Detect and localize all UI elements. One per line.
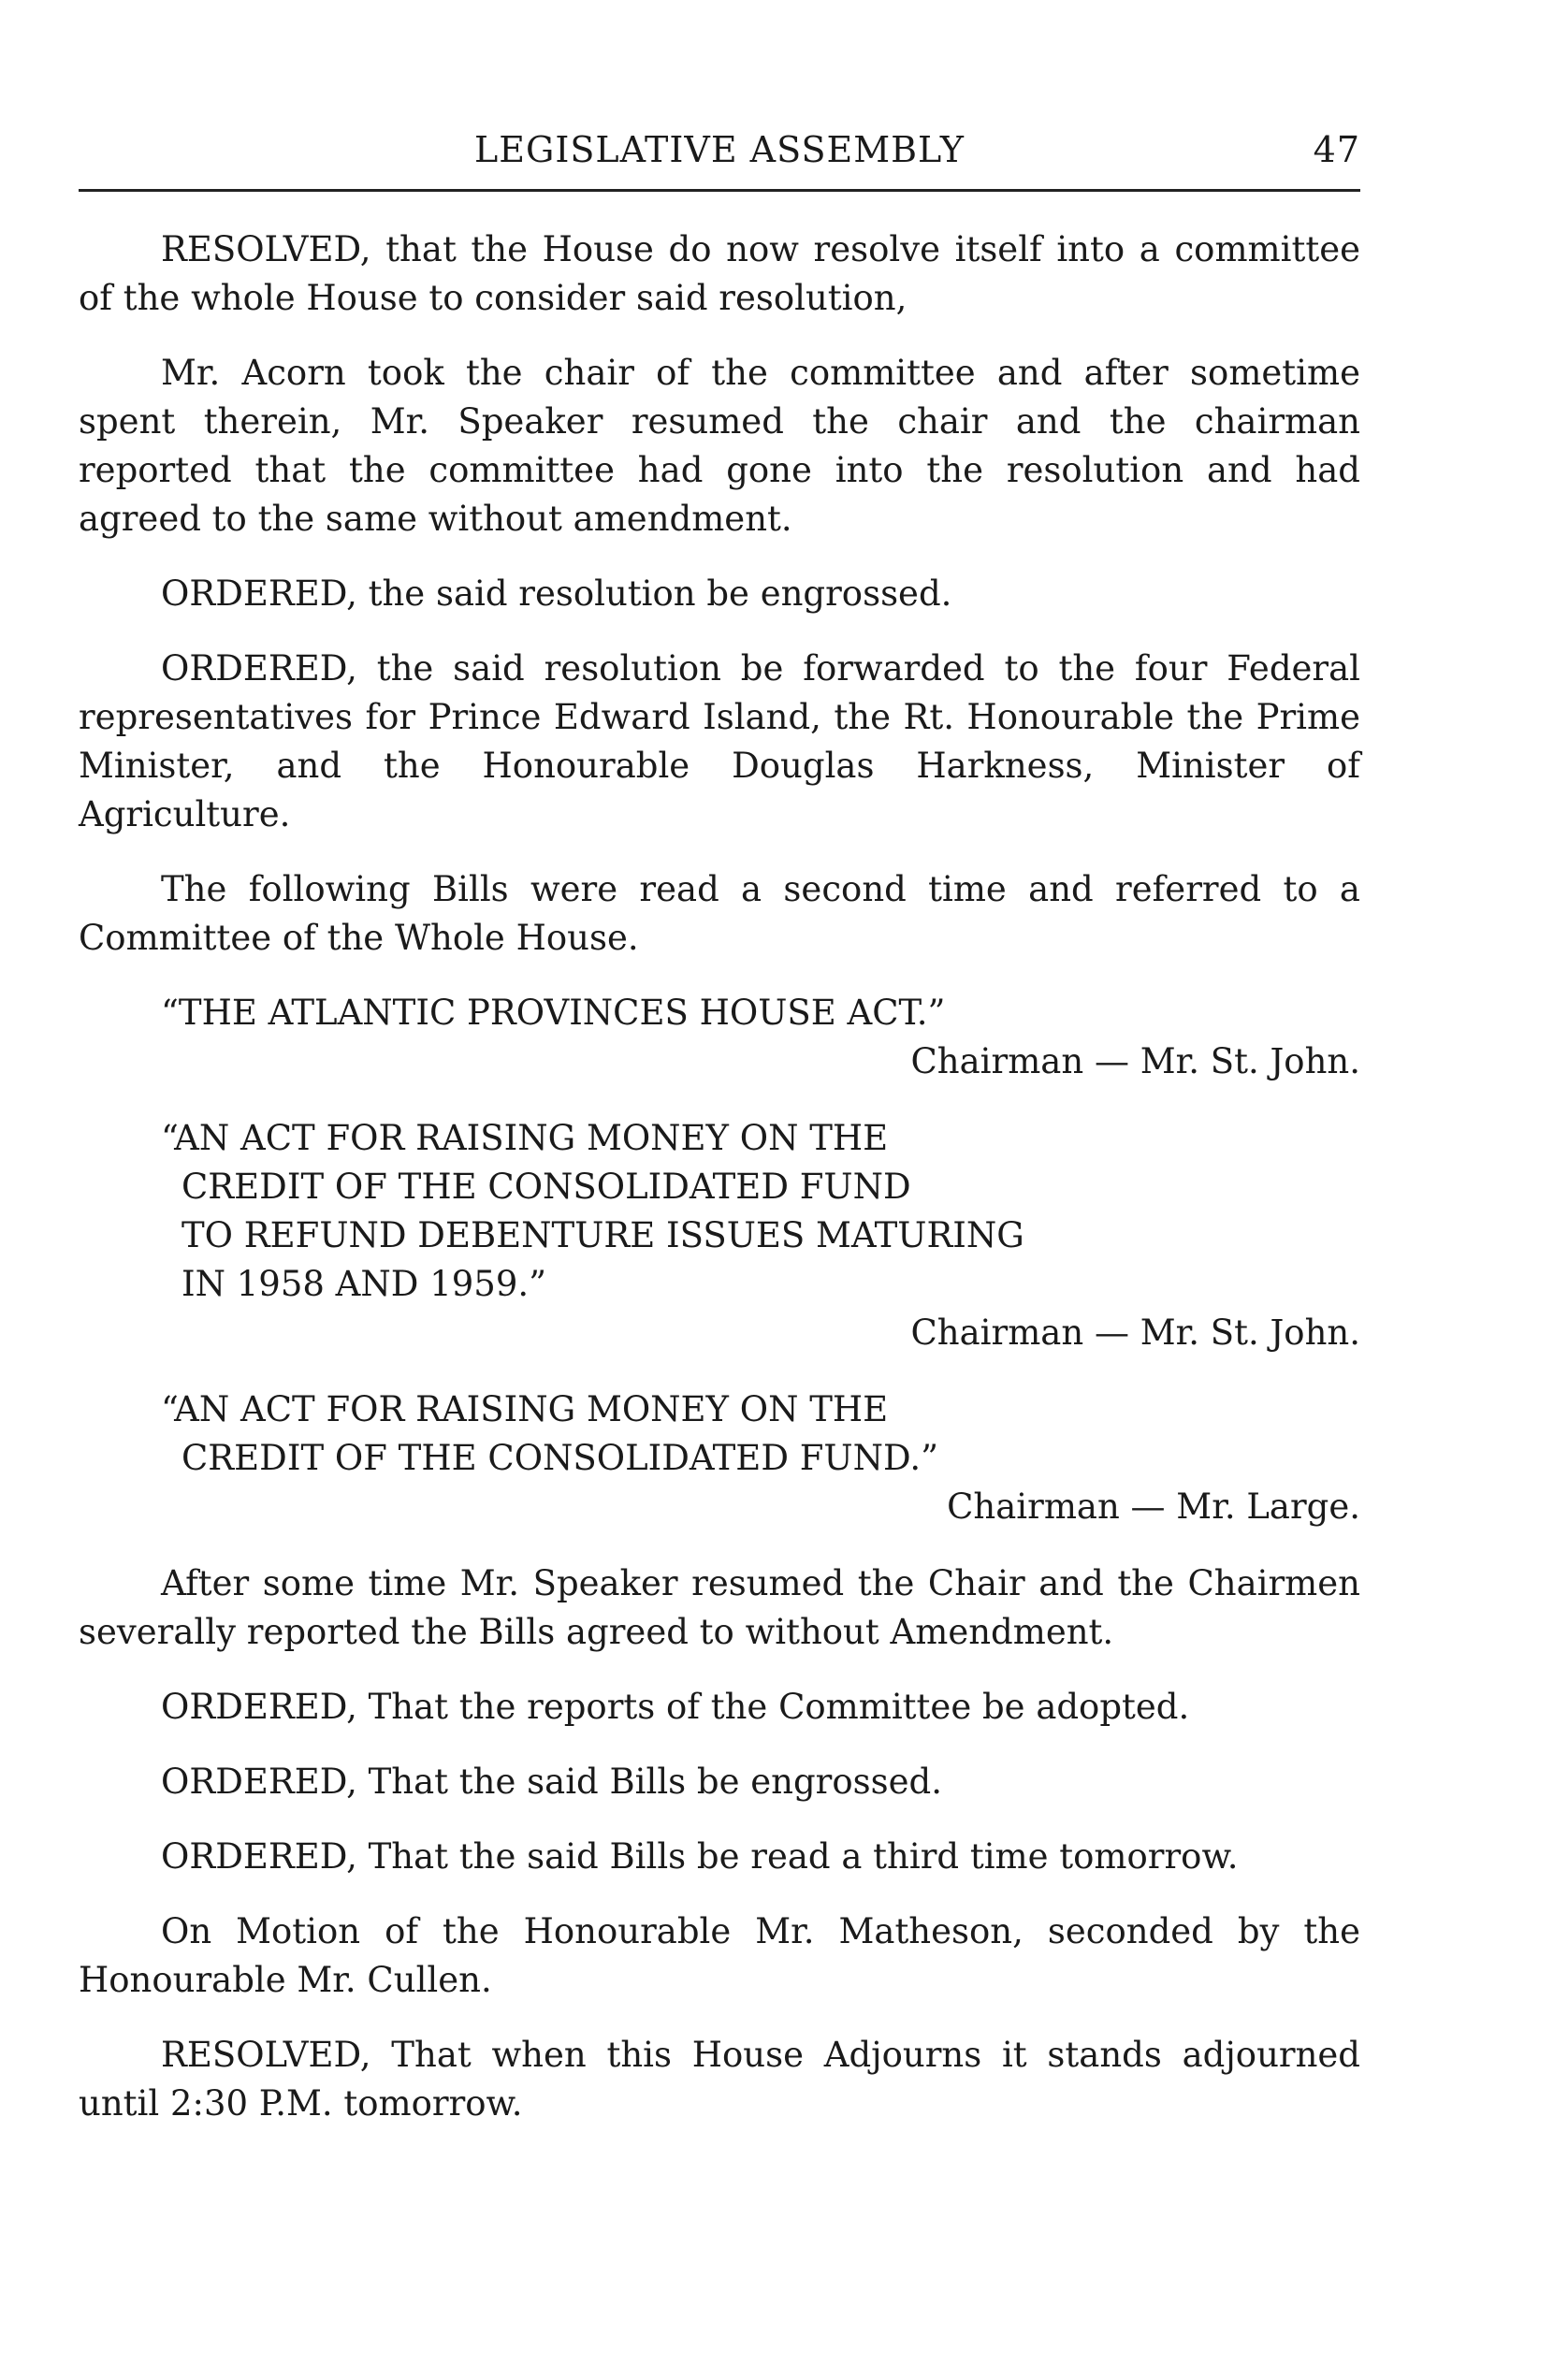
bill-title-line: TO REFUND DEBENTURE ISSUES MATURING <box>181 1215 1024 1255</box>
bill-title-line: CREDIT OF THE CONSOLIDATED FUND <box>181 1167 911 1207</box>
bill-entry <box>79 989 1360 1086</box>
paragraph-bills-second-reading: The following Bills were read a second time and referred to a Committee of the Whole House. <box>79 869 1360 958</box>
paragraph-reports-adopted: ORDERED, That the reports of the Committee be adopted. <box>161 1687 1190 1727</box>
bill-entry <box>79 1385 1360 1531</box>
paragraph-motion-matheson: On Motion of the Honourable Mr. Matheson, seconded by the Honourable Mr. Cullen. <box>79 1911 1360 2000</box>
running-head <box>79 122 1360 187</box>
paragraph-ordered-engrossed: ORDERED, the said resolution be engrossed. <box>161 573 952 614</box>
bill-title-line: “AN ACT FOR RAISING MONEY ON THE <box>161 1118 889 1158</box>
running-head-title: LEGISLATIVE ASSEMBLY <box>474 129 965 170</box>
paragraph-resolved-committee: RESOLVED, that the House do now resolve itself into a committee of the whole House to consider said resolution, <box>79 229 1360 318</box>
bill-title-line: “THE ATLANTIC PROVINCES HOUSE ACT.” <box>161 993 946 1033</box>
paragraph-acorn-chair: Mr. Acorn took the chair of the committee and after sometime spent therein, Mr. Speaker resumed the chair and the chairman reported that the committee had gone into the resolution and had agreed to the same without amendment. <box>79 353 1360 539</box>
bill-chairman: Chairman — Mr. St. John. <box>910 1312 1360 1353</box>
paragraph-speaker-resumed: After some time Mr. Speaker resumed the Chair and the Chairmen severally reported the Bills agreed to without Amendment. <box>79 1563 1360 1652</box>
paragraph-ordered-forwarded: ORDERED, the said resolution be forwarded to the four Federal representatives for Prince Edward Island, the Rt. Honourable the Prime Minister, and the Honourable Douglas Harkness, Minister of Agriculture. <box>79 648 1360 834</box>
paragraph-resolved-adjourn: RESOLVED, That when this House Adjourns it stands adjourned until 2:30 P.M. tomorrow. <box>79 2035 1360 2124</box>
bill-title-line: CREDIT OF THE CONSOLIDATED FUND.” <box>181 1438 938 1478</box>
bill-chairman: Chairman — Mr. St. John. <box>910 1041 1360 1081</box>
header-rule <box>79 189 1360 192</box>
paragraph-bills-engrossed: ORDERED, That the said Bills be engrossed. <box>161 1762 942 1802</box>
bill-entry <box>79 1114 1360 1357</box>
paragraph-third-reading: ORDERED, That the said Bills be read a third time tomorrow. <box>161 1836 1239 1877</box>
bill-title-line: “AN ACT FOR RAISING MONEY ON THE <box>161 1389 889 1429</box>
bill-title-line: IN 1958 AND 1959.” <box>181 1264 547 1304</box>
bill-chairman: Chairman — Mr. Large. <box>947 1486 1360 1527</box>
document-page <box>79 122 1360 2154</box>
page-number: 47 <box>1313 129 1360 170</box>
